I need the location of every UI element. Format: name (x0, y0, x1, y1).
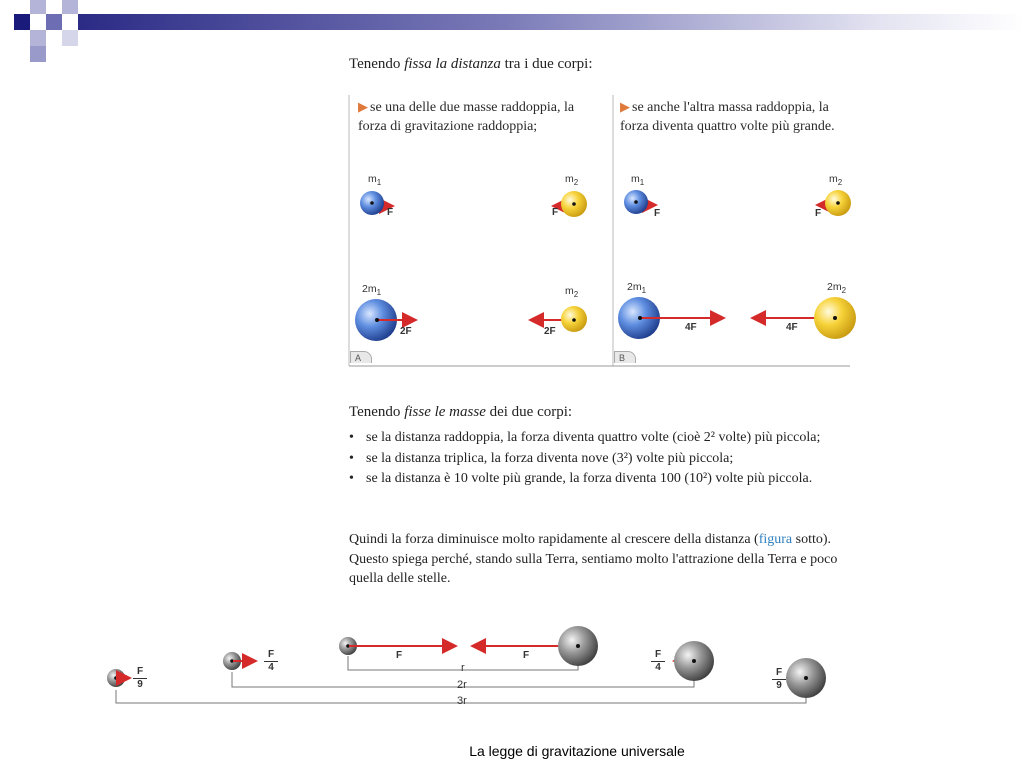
distance-label-3r: 3r (457, 695, 467, 707)
force-label-right: 4F (786, 322, 798, 333)
center-dot (804, 676, 808, 680)
list-item: • se la distanza triplica, la forza diventa nove (3²) volte più piccola; (349, 449, 854, 469)
triangle-bullet-icon: ▶ (620, 99, 630, 114)
center-dot (576, 644, 580, 648)
distance-label-r: r (461, 662, 465, 674)
force-label-left: F (654, 208, 661, 219)
label-2m1: $2m_1$ (362, 283, 382, 298)
force-label-right: F (815, 208, 822, 219)
force-label-left: 4F (685, 322, 697, 333)
force-label-left: 2F (400, 326, 412, 337)
center-dot (833, 316, 837, 320)
force-label-right: F (552, 207, 559, 218)
label-m2: $m_2$ (829, 173, 843, 188)
center-dot (638, 316, 642, 320)
center-dot (634, 200, 638, 204)
fraction-f-over-9: F 9 (772, 668, 786, 691)
slide-caption: La legge di gravitazione universale (469, 743, 685, 759)
fraction-f-over-9: F 9 (133, 667, 147, 690)
panel-b-tag: B (614, 351, 636, 363)
panel-a-text: ▶ se una delle due masse raddoppia, la forza di gravitazione raddoppia; (358, 99, 575, 134)
fixed-masses-heading: Tenendo fisse le masse dei due corpi: (349, 404, 573, 420)
force-label-left: F (387, 207, 394, 218)
fraction-f-over-4: F 4 (651, 650, 665, 673)
center-dot (375, 318, 379, 322)
center-dot (836, 201, 840, 205)
panel-b-text: ▶ se anche l'altra massa raddoppia, la forza diventa quattro volte più grande. (620, 99, 835, 134)
force-label-left: F (396, 650, 403, 661)
conclusion-paragraph: Quindi la forza diminuisce molto rapidamente al crescere della distanza (figura sotto). Questo spiega perché, stando sulla Terra, sentiamo molto l'attrazione della Terra e poco quella delle stelle. (349, 532, 838, 586)
center-dot (692, 659, 696, 663)
figure-link[interactable]: figura (758, 532, 793, 547)
fraction-f-over-4: F 4 (264, 650, 278, 673)
distance-bullet-list (349, 428, 854, 490)
label-m2: $m_2$ (565, 173, 579, 188)
fixed-distance-heading: Tenendo fissa la distanza tra i due corpi: (349, 56, 593, 72)
list-item: • se la distanza raddoppia, la forza diventa quattro volte (cioè 2² volte) più piccola; (349, 428, 854, 448)
distance-label-2r: 2r (457, 679, 467, 691)
label-2m1: $2m_1$ (627, 281, 647, 296)
center-dot (572, 202, 576, 206)
center-dot (370, 201, 374, 205)
label-m2: $m_2$ (565, 285, 579, 300)
triangle-bullet-icon: ▶ (358, 99, 368, 114)
center-dot (572, 318, 576, 322)
panel-a-tag: A (350, 351, 372, 363)
label-m1: $m_1$ (368, 173, 382, 188)
label-m1: $m_1$ (631, 173, 645, 188)
force-label-right: F (523, 650, 530, 661)
label-2m2: $2m_2$ (827, 281, 847, 296)
list-item: • se la distanza è 10 volte più grande, la forza diventa 100 (10²) volte più piccola. (349, 469, 854, 489)
force-label-right: 2F (544, 326, 556, 337)
